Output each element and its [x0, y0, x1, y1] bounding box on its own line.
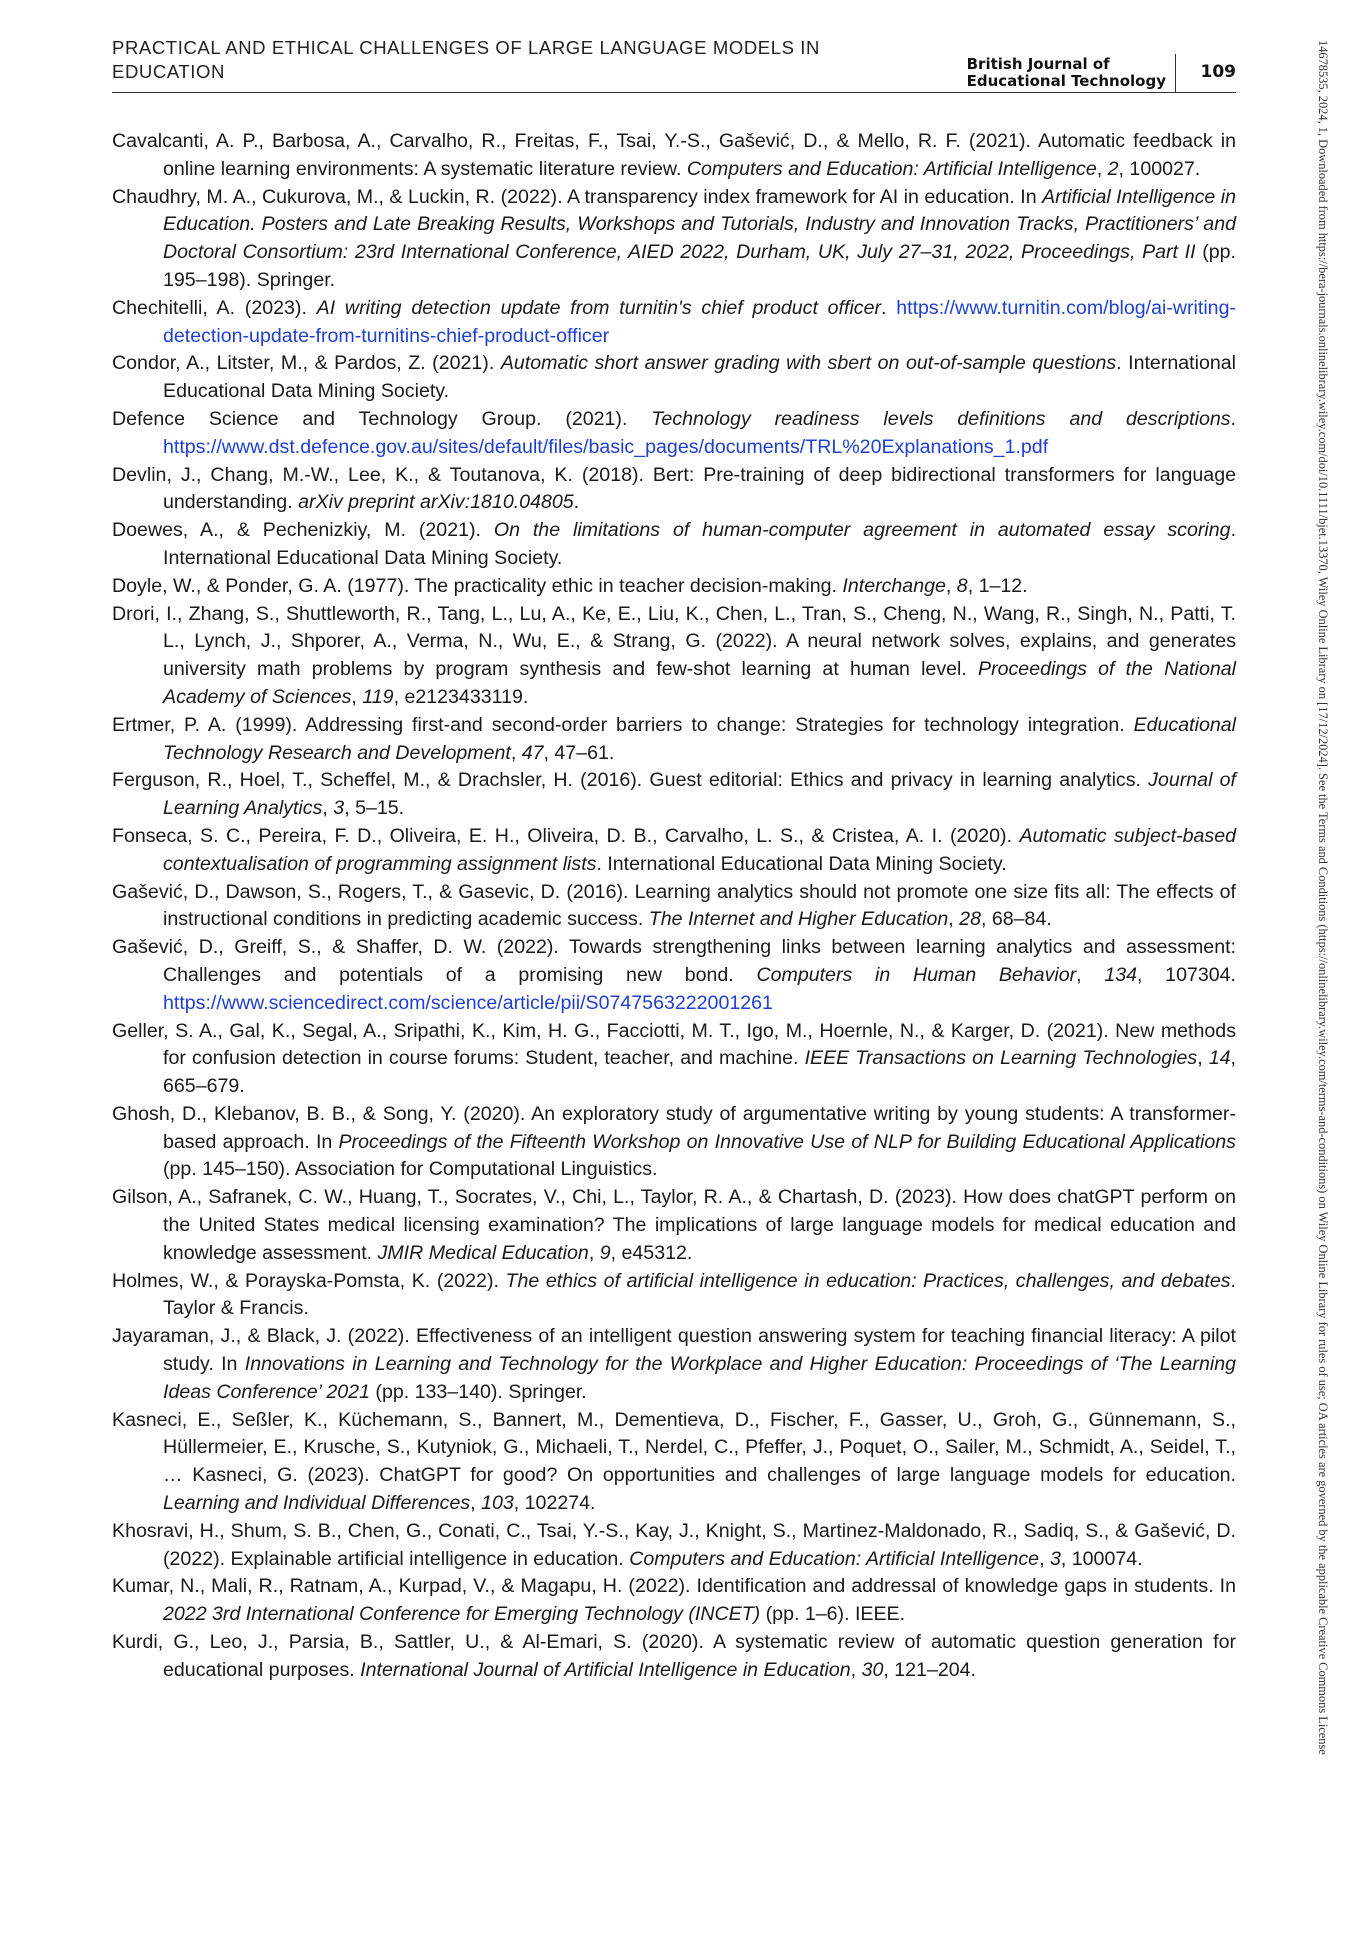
reference-details: , 107304. — [1137, 963, 1236, 986]
reference-entry — [112, 184, 1236, 295]
reference-volume: 8 — [956, 574, 968, 597]
reference-details: (pp. 195–198). Springer. — [163, 241, 1236, 291]
reference-venue: Computers and Education: Artificial Intelligence — [629, 1547, 1040, 1570]
reference-venue: On the limitations of human-computer agreement in automated essay scoring — [493, 519, 1231, 542]
reference-details: (pp. 1–6). IEEE. — [760, 1603, 906, 1626]
reference-entry — [112, 1018, 1236, 1101]
reference-authors-title: Cavalcanti, A. P., Barbosa, A., Carvalho, R., Freitas, F., Tsai, Y.-S., Gašević, D., & Mello, R. F. (2021). Automatic feedback in online learning environments: A systematic literature review. — [112, 130, 1236, 180]
reference-venue: Automatic short answer grading with sbert on out-of-sample questions — [500, 352, 1117, 375]
reference-volume: 30 — [861, 1658, 884, 1681]
reference-venue: Computers in Human Behavior — [756, 963, 1077, 986]
reference-venue: The ethics of artificial intelligence in education: Practices, challenges, and debates — [505, 1269, 1231, 1292]
reference-authors-title: Kurdi, G., Leo, J., Parsia, B., Sattler, U., & Al-Emari, S. (2020). A systematic review of automatic question generation for educational purposes. — [112, 1631, 1236, 1681]
reference-entry — [112, 1184, 1236, 1267]
reference-details: . International Educational Data Mining Society. — [163, 352, 1236, 403]
header-divider — [1175, 54, 1176, 92]
reference-volume: 119 — [362, 685, 394, 708]
reference-volume: 14 — [1208, 1047, 1231, 1070]
reference-venue: Artificial Intelligence in Education. Posters and Late Breaking Results, Workshops and Tutorials, Industry and Innovation Tracks, Practitioners’ and Doctoral Consortium: 23rd International Conference, AIED 2022, Durham, UK, July 27–31, 2022, Proceedings, Part II — [163, 185, 1237, 264]
reference-authors-title: Gašević, D., Greiff, S., & Shaffer, D. W. (2022). Towards strengthening links between learning analytics and assessment: Challenges and potentials of a promising new bond. — [112, 936, 1236, 986]
reference-authors-title: Doyle, W., & Ponder, G. A. (1977). The practicality ethic in teacher decision-making. — [112, 574, 843, 597]
reference-details: . International Educational Data Mining Society. — [596, 852, 1007, 875]
running-title: PRACTICAL AND ETHICAL CHALLENGES OF LARGE LANGUAGE MODELS IN EDUCATION — [112, 37, 820, 82]
reference-details: . — [1230, 407, 1236, 430]
reference-venue: Innovations in Learning and Technology for the Workplace and Higher Education: Proceedings of ‘The Learning Ideas Conference’ 2021 — [163, 1353, 1236, 1403]
reference-venue: Computers and Education: Artificial Intelligence — [686, 157, 1097, 180]
reference-separator: , — [850, 1658, 862, 1681]
reference-volume: 2 — [1107, 157, 1119, 180]
reference-details: , 121–204. — [883, 1658, 976, 1681]
reference-details: , 68–84. — [980, 908, 1052, 931]
reference-separator: , — [351, 685, 363, 708]
reference-separator: , — [322, 797, 334, 820]
reference-entry — [112, 128, 1236, 184]
reference-entry — [112, 295, 1236, 351]
reference-venue: Technology readiness levels definitions and descriptions — [651, 407, 1231, 430]
reference-volume: 47 — [521, 741, 544, 764]
reference-entry — [112, 350, 1236, 406]
reference-separator: , — [1197, 1047, 1209, 1070]
reference-authors-title: Jayaraman, J., & Black, J. (2022). Effectiveness of an intelligent question answering system for teaching financial literacy: A pilot study. In — [112, 1325, 1236, 1376]
reference-venue: Automatic subject-based contextualisation of programming assignment lists — [163, 824, 1236, 875]
reference-authors-title: Holmes, W., & Porayska-Pomsta, K. (2022). — [112, 1269, 506, 1292]
reference-authors-title: Ertmer, P. A. (1999). Addressing first-and second-order barriers to change: Strategies for technology integration. — [112, 713, 1134, 736]
running-header — [112, 36, 1236, 93]
reference-details: , 100074. — [1060, 1547, 1143, 1570]
reference-details: , e2123433119. — [393, 685, 529, 708]
reference-entry — [112, 767, 1236, 823]
reference-volume: 9 — [599, 1241, 611, 1264]
reference-link[interactable]: https://www.dst.defence.gov.au/sites/default/files/basic_pages/documents/TRL%20Explanations_1.pdf — [163, 435, 1049, 458]
reference-volume: 28 — [959, 908, 981, 931]
reference-volume: 3 — [1049, 1547, 1061, 1570]
reference-entry — [112, 601, 1236, 712]
reference-authors-title: Ghosh, D., Klebanov, B. B., & Song, Y. (2020). An exploratory study of argumentative writing by young students: A transformer-based approach. In — [112, 1102, 1236, 1153]
reference-venue: 2022 3rd International Conference for Emerging Technology (INCET) — [163, 1603, 761, 1626]
reference-volume: 134 — [1104, 963, 1138, 986]
reference-details: (pp. 133–140). Springer. — [369, 1380, 587, 1403]
reference-authors-title: Gašević, D., Dawson, S., Rogers, T., & Gasevic, D. (2016). Learning analytics should not promote one size fits all: The effects of instructional conditions in predicting academic success. — [112, 880, 1236, 931]
reference-details: , 1–12. — [967, 574, 1028, 597]
reference-entry — [112, 1573, 1236, 1629]
reference-authors-title: Kasneci, E., Seßler, K., Küchemann, S., Bannert, M., Dementieva, D., Fischer, F., Gasser, U., Groh, G., Günnemann, S., Hüllermeier, E., Krusche, S., Kutyniok, G., Michaeli, T., Nerdel, C., Pfeffer, J., Poquet, O., Sailer, M., Schmidt, A., Seidel, T., … Kasneci, G. (2023). ChatGPT for good? On opportunities and challenges of large language models for education. — [112, 1408, 1236, 1487]
reference-venue: Proceedings of the National Academy of Sciences — [163, 658, 1236, 708]
reference-entry — [112, 1629, 1236, 1685]
reference-details: , 47–61. — [543, 741, 615, 764]
reference-authors-title: Chaudhry, M. A., Cukurova, M., & Luckin, R. (2022). A transparency index framework for AI in education. In — [112, 185, 1043, 208]
reference-entry — [112, 517, 1236, 573]
reference-details: , e45312. — [610, 1241, 693, 1264]
reference-venue: IEEE Transactions on Learning Technologies — [804, 1047, 1198, 1070]
reference-entry — [112, 462, 1236, 518]
reference-entry — [112, 1407, 1236, 1518]
page-number: 109 — [1200, 62, 1236, 82]
reference-entry — [112, 1518, 1236, 1574]
reference-venue: Learning and Individual Differences — [163, 1492, 471, 1515]
reference-separator: , — [1076, 963, 1105, 986]
reference-separator: , — [948, 908, 960, 931]
reference-authors-title: Geller, S. A., Gal, K., Segal, A., Sripathi, K., Kim, H. G., Facciotti, M. T., Igo, M., Hoernle, N., & Karger, D. (2021). New methods for confusion detection in course forums: Student, teacher, and machine. — [112, 1019, 1236, 1070]
reference-separator: , — [588, 1241, 600, 1264]
reference-authors-title: Doewes, A., & Pechenizkiy, M. (2021). — [112, 519, 494, 542]
reference-venue: Interchange — [842, 574, 946, 597]
reference-volume: 3 — [333, 797, 345, 820]
reference-venue: International Journal of Artificial Intelligence in Education — [360, 1658, 851, 1681]
reference-authors-title: Kumar, N., Mali, R., Ratnam, A., Kurpad, V., & Magapu, H. (2022). Identification and addressal of knowledge gaps in students. In — [112, 1575, 1236, 1598]
reference-separator: , — [470, 1492, 482, 1515]
reference-authors-title: Ferguson, R., Hoel, T., Scheffel, M., & Drachsler, H. (2016). Guest editorial: Ethics and privacy in learning analytics. — [112, 769, 1149, 792]
reference-separator: , — [1039, 1547, 1050, 1570]
reference-entry — [112, 879, 1236, 935]
journal-name — [967, 56, 1166, 90]
reference-separator: , — [945, 574, 957, 597]
reference-list — [112, 128, 1236, 1685]
reference-details: . — [881, 296, 897, 319]
reference-venue: Journal of Learning Analytics — [163, 769, 1236, 820]
reference-entry — [112, 573, 1236, 601]
reference-separator: , — [510, 741, 522, 764]
reference-entry — [112, 712, 1236, 768]
reference-details: (pp. 145–150). Association for Computational Linguistics. — [163, 1158, 658, 1181]
reference-venue: arXiv preprint arXiv:1810.04805 — [298, 491, 574, 514]
journal-name-line2: Educational Technology — [966, 72, 1166, 90]
reference-venue: Educational Technology Research and Development — [163, 713, 1236, 764]
reference-entry — [112, 1268, 1236, 1324]
reference-entry — [112, 1323, 1236, 1406]
reference-venue: Proceedings of the Fifteenth Workshop on Innovative Use of NLP for Building Educational Applications — [338, 1130, 1236, 1153]
reference-details: , 100027. — [1118, 157, 1201, 180]
reference-authors-title: Chechitelli, A. (2023). — [112, 296, 317, 319]
reference-details: , 665–679. — [163, 1047, 1236, 1098]
reference-entry — [112, 1101, 1236, 1184]
reference-details: , 5–15. — [344, 797, 405, 820]
reference-entry — [112, 406, 1236, 462]
reference-venue: JMIR Medical Education — [377, 1241, 589, 1264]
reference-details: . International Educational Data Mining Society. — [163, 519, 1237, 569]
journal-name-line1: British Journal of — [966, 55, 1110, 73]
reference-link[interactable]: https://www.sciencedirect.com/science/article/pii/S0747563222001261 — [163, 991, 773, 1014]
reference-entry — [112, 934, 1236, 1017]
reference-venue: The Internet and Higher Education — [648, 908, 949, 931]
reference-details: . Taylor & Francis. — [163, 1269, 1236, 1320]
reference-authors-title: Drori, I., Zhang, S., Shuttleworth, R., Tang, L., Lu, A., Ke, E., Liu, K., Chen, L., Tran, S., Cheng, N., Wang, R., Singh, N., Patti, T. L., Lynch, J., Shporer, A., Verma, N., Wu, E., & Strang, G. (2022). A neural network solves, explains, and generates university math problems by program synthesis and few-shot learning at human level. — [112, 602, 1236, 681]
reference-authors-title: Condor, A., Litster, M., & Pardos, Z. (2021). — [112, 352, 501, 375]
reference-separator: , — [1096, 157, 1108, 180]
reference-volume: 103 — [481, 1492, 514, 1515]
reference-venue: AI writing detection update from turnitin's chief product officer — [316, 296, 882, 319]
reference-entry — [112, 823, 1236, 879]
reference-authors-title: Gilson, A., Safranek, C. W., Huang, T., Socrates, V., Chi, L., Taylor, R. A., & Chartash, D. (2023). How does chatGPT perform on the United States medical licensing examination? The implications of large language models for medical education and knowledge assessment. — [112, 1186, 1236, 1264]
reference-authors-title: Defence Science and Technology Group. (2021). — [112, 407, 652, 430]
reference-link[interactable]: https://www.turnitin.com/blog/ai-writing-detection-update-from-turnitins-chief-product-officer — [163, 296, 1236, 347]
reference-authors-title: Fonseca, S. C., Pereira, F. D., Oliveira, E. H., Oliveira, D. B., Carvalho, L. S., & Cristea, A. I. (2020). — [112, 824, 1020, 847]
reference-details: , 102274. — [513, 1492, 596, 1515]
reference-authors-title: Devlin, J., Chang, M.-W., Lee, K., & Toutanova, K. (2018). Bert: Pre-training of deep bidirectional transformers for language understanding. — [112, 463, 1236, 514]
reference-details: . — [573, 491, 580, 514]
download-side-note: 14678535, 2024, 1, Downloaded from https://bera-journals.onlinelibrary.wiley.com/doi/10.1111/bjet.13370, Wiley Online Library on [17/12/2024]. See the Terms and Conditions (https://onlinelibrary.wiley.com/terms-and-conditions) on Wiley Online Library for rules of use; OA articles are governed by the applicable Creative Commons License — [1316, 40, 1330, 1755]
reference-authors-title: Khosravi, H., Shum, S. B., Chen, G., Conati, C., Tsai, Y.-S., Kay, J., Knight, S., Martinez-Maldonado, R., Sadiq, S., & Gašević, D. (2022). Explainable artificial intelligence in education. — [112, 1519, 1236, 1570]
